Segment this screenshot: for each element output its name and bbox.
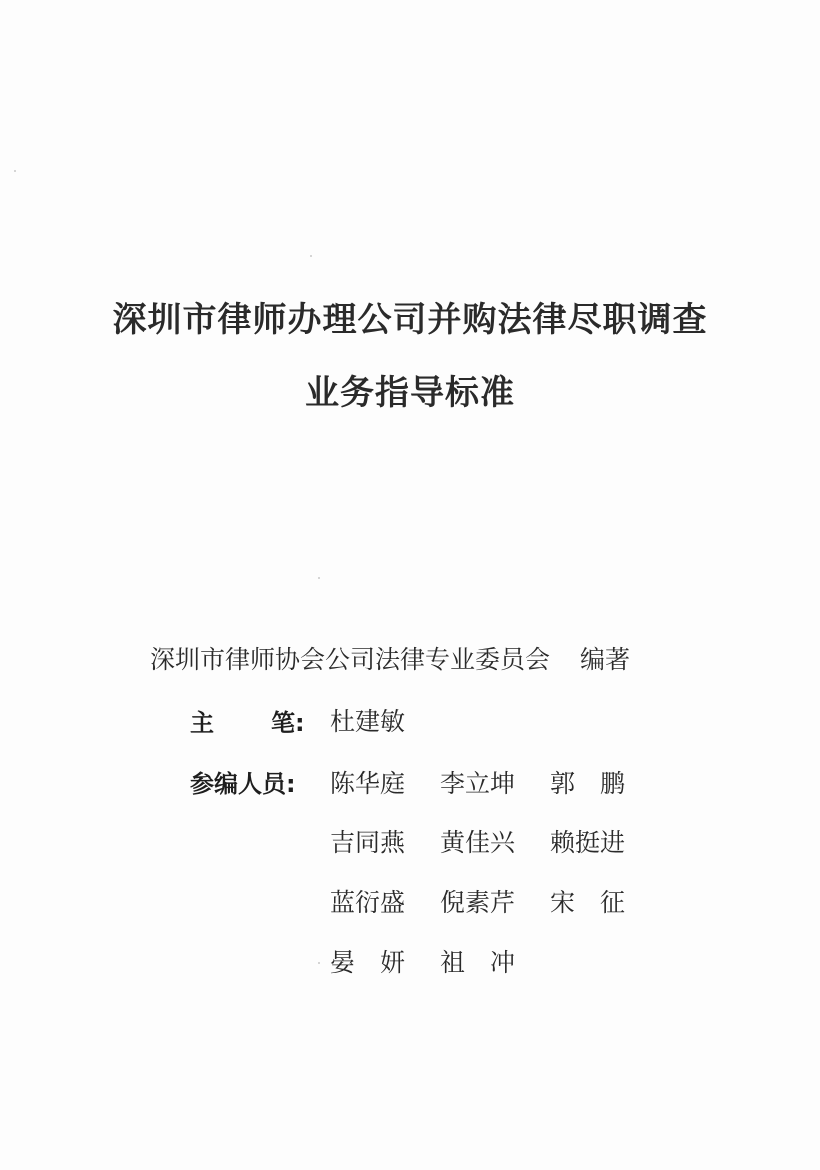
scan-speck (318, 577, 320, 579)
member-name: 郭 鹏 (550, 769, 626, 798)
member-name: 陈华庭 (330, 769, 406, 798)
member-name: 李立坤 (440, 769, 516, 798)
editor-credit (150, 640, 630, 676)
document-title-line-1: 深圳市律师办理公司并购法律尽职调查 (112, 300, 708, 340)
member-name: 祖 冲 (440, 948, 516, 977)
scan-speck (318, 962, 320, 964)
scan-speck (14, 170, 16, 172)
member-name: 吉同燕 (330, 828, 406, 857)
member-name: 黄佳兴 (440, 828, 516, 857)
member-name: 晏 妍 (330, 948, 406, 977)
chief-writer-name: 杜建敏 (330, 707, 406, 736)
editor-role: 编著 (580, 645, 631, 674)
member-name: 倪素芹 (440, 888, 516, 917)
chief-writer-label-part1: 主 (190, 709, 214, 737)
chief-writer-label-part2: 笔: (271, 709, 305, 737)
members-label: 参编人员: (190, 770, 296, 798)
scan-speck (310, 255, 312, 257)
member-name: 宋 征 (550, 888, 626, 917)
document-title-line-2: 业务指导标准 (305, 373, 515, 413)
member-name: 蓝衍盛 (330, 888, 406, 917)
editor-organization: 深圳市律师协会公司法律专业委员会 (150, 645, 551, 674)
member-name: 赖挺进 (550, 828, 626, 857)
